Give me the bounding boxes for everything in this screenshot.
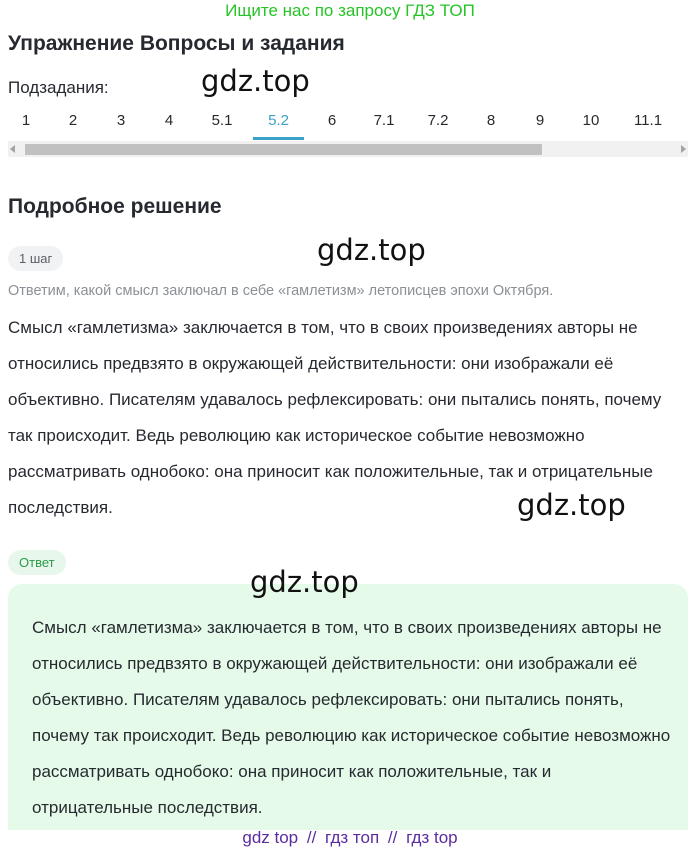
tab-10[interactable]: 10 (582, 112, 600, 129)
exercise-title: Упражнение Вопросы и задания (8, 32, 345, 55)
active-tab-indicator (253, 137, 304, 140)
step-badge: 1 шаг (8, 246, 63, 271)
tab-1[interactable]: 1 (21, 112, 31, 129)
subtask-tabs (0, 110, 700, 140)
watermark: gdz.top (317, 233, 426, 267)
tab-6[interactable]: 6 (327, 112, 337, 129)
tab-11-1[interactable]: 11.1 (633, 112, 663, 129)
tab-7-1[interactable]: 7.1 (373, 112, 395, 129)
footer-link-gdz-top-ru[interactable]: гдз топ (325, 828, 380, 847)
tab-2[interactable]: 2 (68, 112, 78, 129)
subtasks-label: Подзадания: (8, 78, 109, 97)
watermark: gdz.top (517, 488, 626, 522)
scroll-left-icon[interactable] (10, 145, 15, 153)
step-question: Ответим, какой смысл заключал в себе «гамлетизм» летописцев эпохи Октября. (8, 283, 554, 299)
footer-link-gdz-top-mixed[interactable]: гдз top (406, 828, 458, 847)
footer-separator: // (387, 828, 398, 847)
watermark: gdz.top (201, 64, 310, 98)
tab-3[interactable]: 3 (116, 112, 126, 129)
answer-text: Смысл «гамлетизма» заключается в том, что в своих произведениях авторы не относились предвзято в окружающей действительности: они изображали её объективно. Писателям удавалось рефлексировать: они пытались понять, почему так происходит. Ведь революцию как историческое событие невозможно рассматривать однобоко: она приносит как положительные, так и отрицательные последствия. (32, 618, 671, 817)
step-text: Смысл «гамлетизма» заключается в том, что в своих произведениях авторы не относились предвзято в окружающей действительности: они изображали её объективно. Писателям удавалось рефлексировать: они пытались понять, почему так происходит. Ведь революцию как историческое событие невозможно рассматривать однобоко: она приносит как положительные, так и отрицательные последствия. (8, 318, 662, 517)
footer-link-gdz-top[interactable]: gdz top (242, 828, 299, 847)
tab-9[interactable]: 9 (535, 112, 545, 129)
tab-5-1[interactable]: 5.1 (211, 112, 233, 129)
footer-links (0, 828, 700, 848)
footer-separator: // (306, 828, 317, 847)
tab-5-2[interactable]: 5.2 (268, 112, 289, 129)
tab-7-2[interactable]: 7.2 (427, 112, 449, 129)
tabs-scrollbar[interactable] (8, 141, 688, 157)
tab-8[interactable]: 8 (486, 112, 496, 129)
tab-4[interactable]: 4 (164, 112, 174, 129)
scrollbar-thumb[interactable] (25, 144, 542, 155)
scroll-right-icon[interactable] (681, 145, 686, 153)
watermark: gdz.top (250, 565, 359, 599)
answer-badge: Ответ (8, 550, 66, 575)
promo-banner[interactable]: Ищите нас по запросу ГДЗ ТОП (225, 1, 475, 20)
solution-title: Подробное решение (8, 195, 222, 218)
